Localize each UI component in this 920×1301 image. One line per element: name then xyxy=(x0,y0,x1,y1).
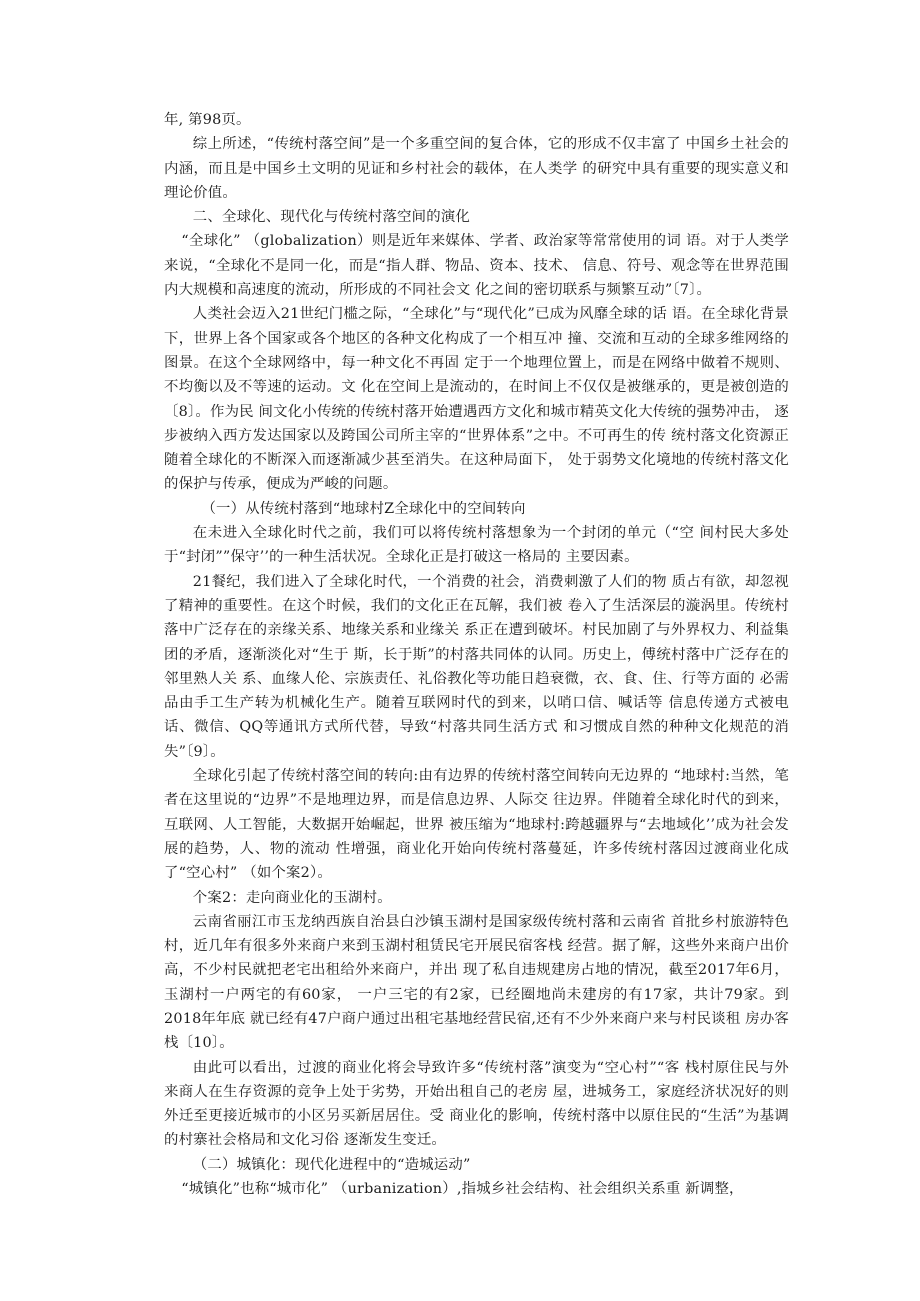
paragraph-closed-village: 在未进入全球化时代之前，我们可以将传统村落想象为一个封闭的单元（“空 间村民大多处于“封闭””保守’’的一种生活状况。全球化正是打破这一格局的 主要因素。 xyxy=(164,525,789,566)
document-body xyxy=(164,108,789,1201)
paragraph-commercialization-effects: 由此可以看出，过渡的商业化将会导致许多“传统村落”演变为“空心村”“客 栈村原住民与外来商人在生存资源的竞争上处于劣势，开始出租自己的老房 屋，进城务工，家庭经济状况好的则外迁至更接近城市的小区另买新居居住。受 商业化的影响，传统村落中以原住民的“生活”为基调的村寨社会格局和文化习俗 逐渐发生变迁。 xyxy=(164,1059,789,1149)
paragraph-globalization-context: 人类社会迈入21世纪门槛之际，“全球化”与“现代化”已成为风靡全球的话 语。在全球化背景下，世界上各个国家或各个地区的各种文化构成了一个相互冲 撞、交流和互动的全球多维网络的图景。在这个全球网络中，每一种文化不再固 定于一个地理位置上，而是在网络中做着不规则、不均衡以及不等速的运动。文 化在空间上是流动的，在时间上不仅仅是被继承的，更是被创造的〔8〕。作为民 间文化小传统的传统村落开始遭遇西方文化和城市精英文化大传统的强势冲击， 逐步被纳入西方发达国家以及跨国公司所主宰的“世界体系”之中。不可再生的传 统村落文化资源正随着全球化的不断深入而逐渐减少甚至消失。在这种局面下， 处于弱势文化境地的传统村落文化的保护与传承，便成为严峻的问题。 xyxy=(164,306,789,493)
section-heading: 二、全球化、现代化与传统村落空间的演化 xyxy=(192,209,471,226)
paragraph-citation-tail: 年, 第98页。 xyxy=(164,112,251,128)
subsection-heading-2: （二）城镇化：现代化进程中的“造城运动” xyxy=(192,1156,471,1173)
subsection-heading-1: （一）从传统村落到“地球村Z全球化中的空间转向 xyxy=(201,500,526,517)
paragraph-globalization-definition: “全球化” （globalization）则是近年来媒体、学者、政治家等常常使用的词 语。对于人类学来说，“全球化不是同一化，而是“指人群、物品、资本、技术、 信息、符号、观念等在世界范围内大规模和高速度的流动，所形成的不同社会文 化之间的密切联系与频繁互动”〔7〕。 xyxy=(164,233,789,299)
paragraph-21st-century: 21餐纪，我们进入了全球化时代，一个消费的社会，消费刺激了人们的物 质占有欲，却忽视了精神的重要性。在这个时候，我们的文化正在瓦解，我们被 卷入了生活深层的漩涡里。传统村落中广泛存在的亲缘关系、地缘关系和业缘关 系正在遭到破坏。村民加剧了与外界权力、利益集团的矛盾，逐渐淡化对“生于 斯，长于斯”的村落共同体的认同。历史上，傅统村落中广泛存在的邻里熟人关 系、血缘人伦、宗族责任、礼俗教化等功能日趋衰微，衣、食、住、行等方面的 必需品由手工生产转为机械化生产。随着互联网时代的到来，以哨口信、喊话等 信息传递方式被电话、微信、QQ等通讯方式所代替，导致“村落共同生活方式 和习惯成自然的种种文化规范的消失”〔9〕。 xyxy=(164,573,789,760)
case-heading: 个案2：走向商业化的玉湖村。 xyxy=(192,889,392,906)
paragraph-urbanization: “城镇化”也称“城市化” （urbanization）,指城乡社会结构、社会组织关系重 新调整， xyxy=(181,1181,744,1198)
paragraph-summary: 综上所述，“传统村落空间”是一个多重空间的复合体，它的形成不仅丰富了 中国乡土社会的内涵，而且是中国乡土文明的见证和乡村社会的载体，在人类学 的研究中具有重要的现实意义和理论价值。 xyxy=(164,136,789,201)
paragraph-yuhu-village: 云南省丽江市玉龙纳西族自治县白沙镇玉湖村是国家级传统村落和云南省 首批乡村旅游特色村，近几年有很多外来商户来到玉湖村租赁民宅开展民宿客栈 经营。据了解，这些外来商户出价高，不少村民就把老宅出租给外来商户，并出 现了私自违规建房占地的情况，截至2017年6月，玉湖村一户两宅的有60家， 一户三宅的有2家，已经圈地尚未建房的有17家，共计79家。到2018年年底 就已经有47户商户通过出租宅基地经营民宿,还有不少外来商户来与村民谈租 房办客栈〔10〕。 xyxy=(164,913,789,1052)
paragraph-spatial-turn: 全球化引起了传统村落空间的转向:由有边界的传统村落空间转向无边界的 “地球村:当然，笔者在这里说的“边界”不是地理边界，而是信息边界、人际交 往边界。伴随着全球化时代的到来，互联网、人工智能，大数据开始崛起，世界 被压缩为“地球村:跨越疆界与“去地域化’’成为社会发展的趋势，人、物的流动 性增强，商业化开始向传统村落蔓延，许多传统村落因过渡商业化成了“空心村” （如个案2）。 xyxy=(164,768,789,882)
